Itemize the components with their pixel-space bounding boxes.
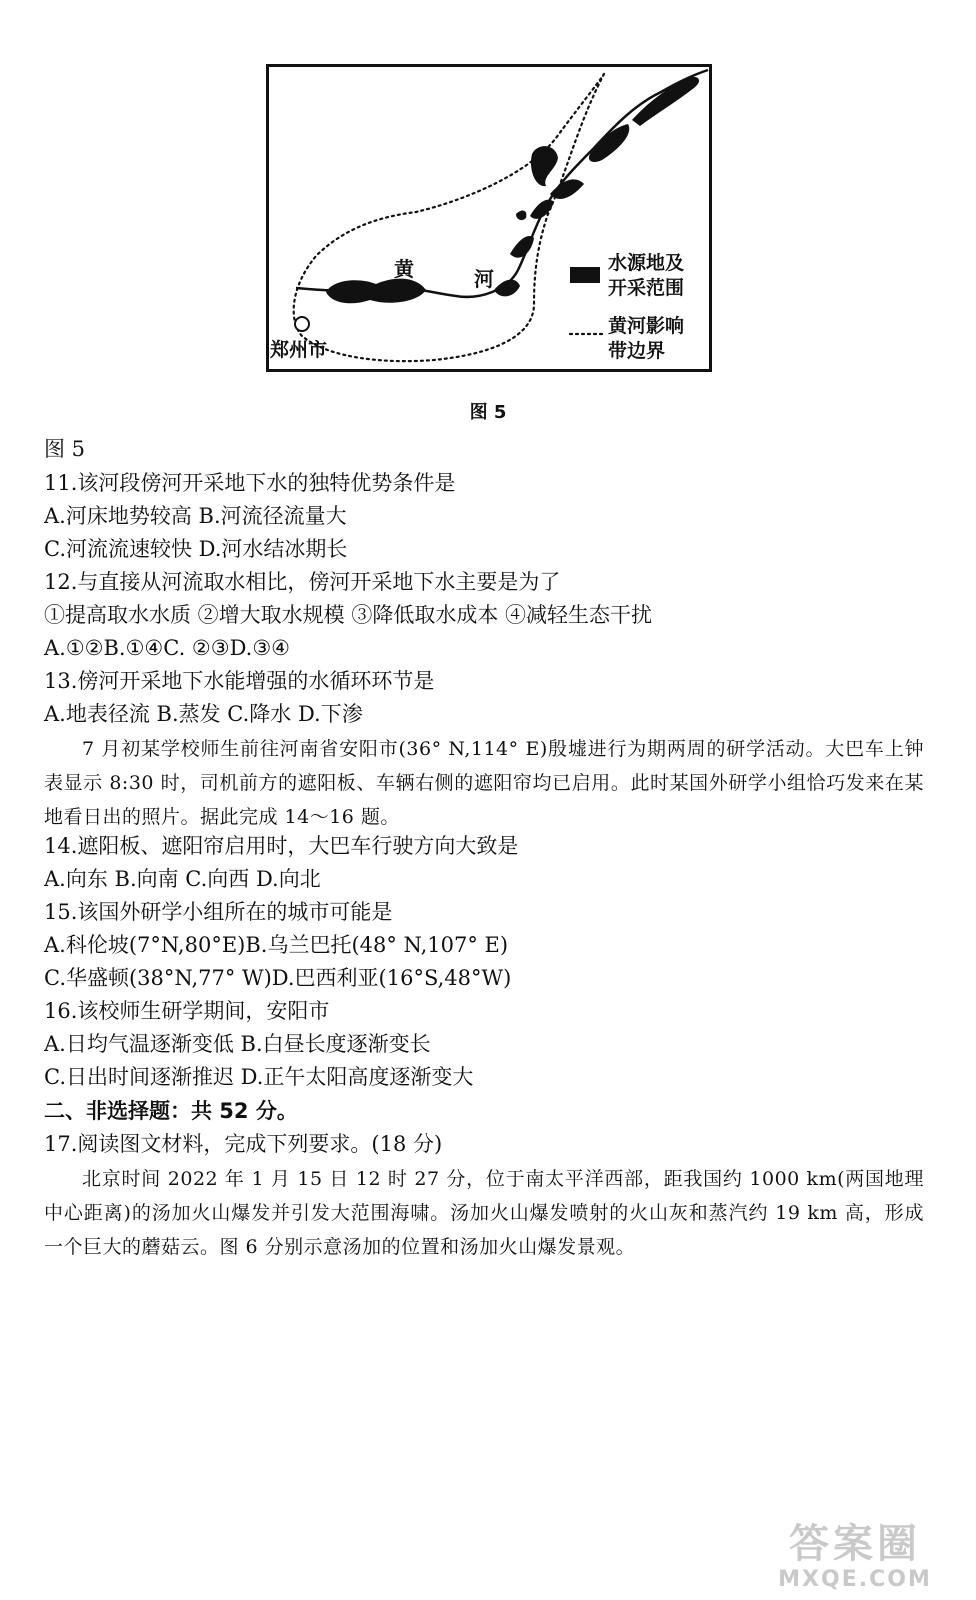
question-15-options-ab: A.科伦坡(7°N,80°E)B.乌兰巴托(48° N,107° E) <box>44 933 509 957</box>
question-16-options-cd: C.日出时间逐渐推迟 D.正午太阳高度逐渐变大 <box>44 1065 474 1089</box>
question-14: 14.遮阳板、遮阳帘启用时，大巴车行驶方向大致是 <box>44 834 519 858</box>
figure-reference: 图 5 <box>44 437 86 461</box>
question-12-statements: ①提高取水水质 ②增大取水规模 ③降低取水成本 ④减轻生态干扰 <box>44 603 653 627</box>
legend-label-water-source-1: 水源地及 <box>608 252 685 274</box>
question-16-options-ab: A.日均气温逐渐变低 B.白昼长度逐渐变长 <box>44 1032 431 1056</box>
question-17: 17.阅读图文材料，完成下列要求。(18 分) <box>44 1132 443 1156</box>
watermark-url: MXQE.COM <box>778 1567 932 1592</box>
question-11-options-cd: C.河流流速较快 D.河水结冰期长 <box>44 537 348 561</box>
question-15-options-cd: C.华盛顿(38°N,77° W)D.巴西利亚(16°S,48°W) <box>44 966 512 990</box>
question-13: 13.傍河开采地下水能增强的水循环环节是 <box>44 669 435 693</box>
question-11: 11.该河段傍河开采地下水的独特优势条件是 <box>44 471 456 495</box>
material-paragraph-tonga: 北京时间 2022 年 1 月 15 日 12 时 27 分，位于南太平洋西部，距我国约 1000 km(两国地理中心距离)的汤加火山爆发并引发大范围海啸。汤加火山爆发喷射的火山灰和蒸汽约 19 km 高，形成一个巨大的蘑菇云。图 6 分别示意汤加的位置和汤加火山爆发景观。 <box>44 1168 924 1258</box>
zhengzhou-city-marker <box>295 317 309 331</box>
figure-5-map <box>266 64 712 372</box>
section-heading-non-choice: 二、非选择题：共 52 分。 <box>44 1099 298 1123</box>
legend-label-boundary-1: 黄河影响 <box>608 315 685 337</box>
legend-swatch-water-source <box>570 267 600 283</box>
question-13-options: A.地表径流 B.蒸发 C.降水 D.下渗 <box>44 702 363 726</box>
question-14-options: A.向东 B.向南 C.向西 D.向北 <box>44 867 321 891</box>
question-16: 16.该校师生研学期间，安阳市 <box>44 999 330 1023</box>
legend-label-water-source-2: 开采范围 <box>608 277 685 299</box>
watermark-text: 答案圈 <box>789 1521 921 1567</box>
material-paragraph-anyang: 7 月初某学校师生前往河南省安阳市(36° N,114° E)殷墟进行为期两周的研学活动。大巴车上钟表显示 8:30 时，司机前方的遮阳板、车辆右侧的遮阳帘均已启用。此时某国外研学小组恰巧发来在某地看日出的照片。据此完成 14～16 题。 <box>44 738 924 828</box>
question-15: 15.该国外研学小组所在的城市可能是 <box>44 900 393 924</box>
legend-label-boundary-2: 带边界 <box>608 340 666 362</box>
figure-caption: 图 5 <box>469 402 507 423</box>
question-11-options-ab: A.河床地势较高 B.河流径流量大 <box>44 504 347 528</box>
question-12-options: A.①②B.①④C. ②③D.③④ <box>44 636 290 660</box>
question-12: 12.与直接从河流取水相比，傍河开采地下水主要是为了 <box>44 570 561 594</box>
river-label-he: 河 <box>474 267 494 291</box>
watermark <box>760 1521 950 1592</box>
city-label-zhengzhou: 郑州市 <box>270 339 328 361</box>
river-label-huang: 黄 <box>394 257 414 281</box>
